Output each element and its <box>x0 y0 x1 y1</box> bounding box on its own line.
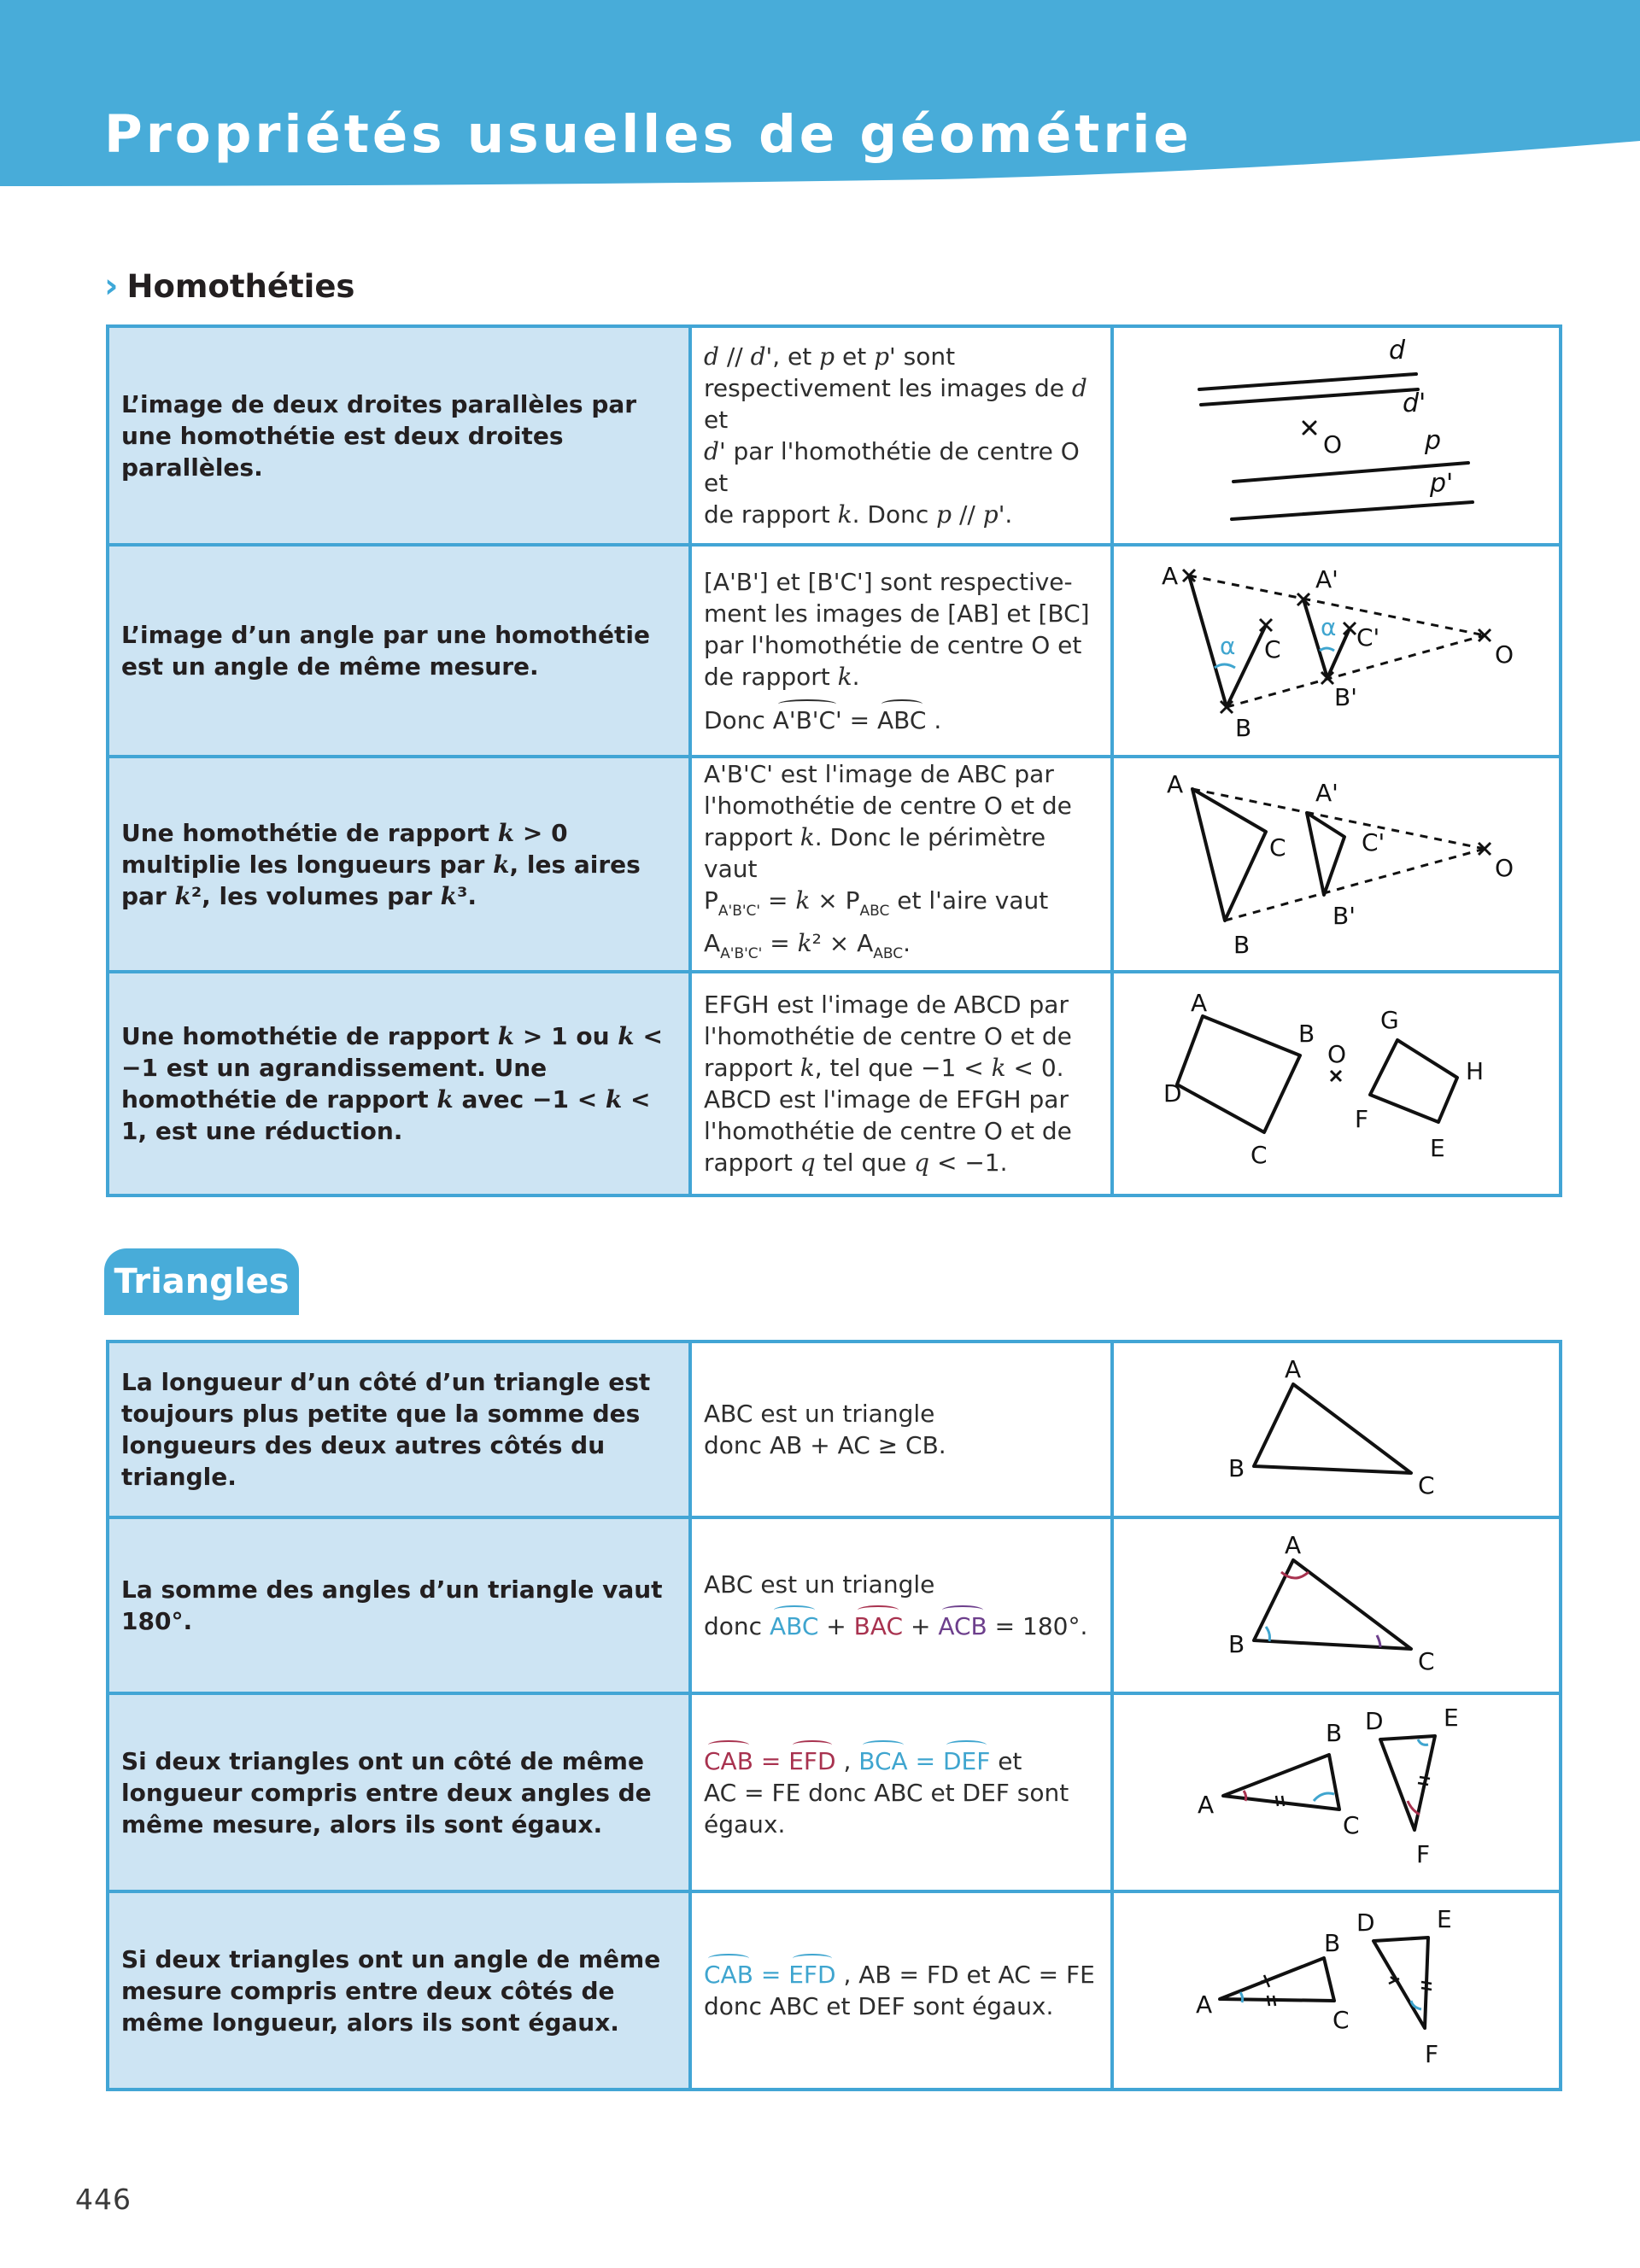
angle-homothety-figure <box>1114 547 1559 755</box>
triangle-abc <box>1220 1958 1334 2001</box>
figure-cell <box>1112 1693 1561 1891</box>
label-p: p <box>1425 426 1442 456</box>
label-a: A <box>1196 1990 1213 2019</box>
label-a: A <box>1285 1531 1302 1559</box>
label-o: O <box>1323 430 1343 459</box>
explanation-line: CAB = EFD , AB = FD et AC = FE <box>704 1961 1095 1989</box>
triangle-def <box>1374 1938 1428 2028</box>
table-row <box>108 757 1561 972</box>
angle-cab: CAB <box>704 1746 753 1775</box>
explanation-line: ABC est un triangle <box>704 1570 935 1599</box>
label-d: D <box>1163 1079 1182 1108</box>
triangle-abc <box>1254 1560 1411 1649</box>
table-row <box>108 545 1561 757</box>
explanation-cell: EFGH est l'image de ABCD par l'homothétie de centre O et de rapport k, tel que −1 < k < 0. ABCD est l'image de EFGH par l'homothétie de centre O et de rapport q tel que q < −1. <box>690 972 1112 1195</box>
explanation-cell: [A'B'] et [B'C'] sont respective- ment les images de [AB] et [BC] par l'homothétie de centre O et de rapport k. Donc A'B'C' = ABC . <box>690 545 1112 757</box>
label-b: B <box>1228 1630 1245 1658</box>
label-h: H <box>1466 1057 1485 1085</box>
label-c: C <box>1264 635 1281 663</box>
angle-sum-figure <box>1114 1519 1559 1692</box>
property-cell: L’image de deux droites parallèles par une homothétie est deux droites parallèles. <box>108 326 690 545</box>
angle-arc-c <box>1314 1793 1334 1801</box>
quadrilateral-abcd <box>1177 1016 1300 1132</box>
label-o: O <box>1495 640 1514 669</box>
section-tab-triangles: Triangles <box>104 1248 299 1315</box>
label-c: C <box>1418 1647 1435 1675</box>
angle-arc-e <box>1418 1739 1428 1745</box>
label-e: E <box>1437 1905 1452 1933</box>
triangle-abc <box>1223 1755 1339 1809</box>
explanation-line: donc AB + AC ≥ CB. <box>704 1431 946 1459</box>
label-c: C <box>1332 2006 1350 2034</box>
label-a: A <box>1198 1791 1215 1819</box>
triangle-def <box>1380 1736 1435 1830</box>
figure-cell <box>1112 1891 1561 2090</box>
angle-efd: EFD <box>788 1961 836 1989</box>
label-f: F <box>1355 1105 1369 1133</box>
table-row <box>108 1517 1561 1693</box>
section-heading-label: Homothéties <box>126 267 355 305</box>
explanation-line: égaux. <box>704 1809 786 1838</box>
center-o-cross-icon <box>1303 422 1315 434</box>
label-c: C <box>1343 1811 1360 1839</box>
triangle-abc <box>1192 789 1266 921</box>
asa-congruence-figure <box>1114 1695 1559 1890</box>
label-b: B <box>1233 931 1250 959</box>
label-c-prime: C' <box>1356 623 1380 652</box>
property-cell: Si deux triangles ont un angle de même mesure compris entre deux côtés de même longueur, alors ils sont égaux. <box>108 1891 690 2090</box>
homotheties-table <box>106 324 1562 1197</box>
property-cell: L’image d’un angle par une homothétie est un angle de même mesure. <box>108 545 690 757</box>
label-a: A <box>1162 562 1179 590</box>
explanation-cell: d // d', et p et p' sont respectivement les images de d et d' par l'homothétie de centre O et de rapport k. Donc p // p'. <box>690 326 1112 545</box>
property-cell: La longueur d’un côté d’un triangle est toujours plus petite que la somme des longueurs des deux autres côtés du triangle. <box>108 1342 690 1517</box>
angle-bca: BCA <box>858 1746 908 1775</box>
label-d-prime: d' <box>1403 389 1426 418</box>
label-alpha-prime: α <box>1321 613 1337 641</box>
angle-def: DEF <box>942 1746 991 1775</box>
triangles-table <box>106 1340 1562 2091</box>
explanation-cell <box>690 1891 1112 2090</box>
ray-a-o <box>1192 789 1485 849</box>
label-a: A <box>1285 1355 1302 1383</box>
title-banner <box>0 0 1640 188</box>
label-b: B <box>1298 1020 1315 1048</box>
quadrilateral-homothety-figure <box>1114 973 1559 1194</box>
label-d: d <box>1389 336 1406 365</box>
label-e: E <box>1430 1134 1445 1162</box>
label-alpha: α <box>1220 632 1236 660</box>
explanation-cell <box>690 1517 1112 1693</box>
label-f: F <box>1416 1840 1431 1868</box>
explanation-cell: A'B'C' est l'image de ABC par l'homothétie de centre O et de rapport k. Donc le périmètre vaut $P_{A'B'C'} = k \times P_{ABC}$ et l'aire vaut $A_{A'B'C'} = k^2 \times A_{ABC}$. <box>690 757 1112 972</box>
explanation-line: AC = FE donc ABC et DEF sont <box>704 1778 1069 1807</box>
label-a-prime: A' <box>1315 565 1338 593</box>
property-cell: La somme des angles d’un triangle vaut 180°. <box>108 1517 690 1693</box>
label-a-prime: A' <box>1315 779 1338 807</box>
label-p-prime: p' <box>1430 469 1454 499</box>
label-o: O <box>1327 1040 1347 1068</box>
label-b-prime: B' <box>1334 683 1357 711</box>
chevron-right-icon: › <box>104 266 119 306</box>
label-c-prime: C' <box>1362 828 1385 856</box>
figure-cell <box>1112 972 1561 1195</box>
figure-cell <box>1112 326 1561 545</box>
angle-bac: BAC <box>853 1612 904 1640</box>
triangle-a-prime-b-prime-c-prime <box>1307 813 1344 895</box>
table-row <box>108 1693 1561 1891</box>
explanation-cell <box>690 1342 1112 1517</box>
explanation-cell <box>690 1693 1112 1891</box>
explanation-line: ABC est un triangle <box>704 1400 935 1428</box>
property-cell: Si deux triangles ont un côté de même longueur compris entre deux angles de même mesure, alors ils sont égaux. <box>108 1693 690 1891</box>
figure-cell <box>1112 1342 1561 1517</box>
property-cell: Une homothétie de rapport k > 1 ou k < −1 est un agrandissement. Une homothétie de rapport k avec −1 < k < 1, est une réduction. <box>108 972 690 1195</box>
label-b: B <box>1228 1454 1245 1482</box>
table-row <box>108 1342 1561 1517</box>
section-heading-homotheties <box>104 265 354 307</box>
figure-cell <box>1112 545 1561 757</box>
label-d: D <box>1356 1909 1375 1937</box>
explanation-line: CAB = EFD , BCA = DEF et <box>704 1746 1022 1775</box>
label-c: C <box>1418 1471 1435 1499</box>
page-title: Propriétés usuelles de géométrie <box>104 104 1192 165</box>
label-f: F <box>1425 2040 1439 2068</box>
figure-cell <box>1112 1517 1561 1693</box>
sas-congruence-figure <box>1114 1893 1559 2088</box>
label-e: E <box>1444 1704 1459 1732</box>
angle-efd: EFD <box>788 1746 836 1775</box>
explanation-line: donc ABC et DEF sont égaux. <box>704 1992 1054 2020</box>
property-cell: Une homothétie de rapport k > 0 multiplie les longueurs par k, les aires par k², les volumes par k³. <box>108 757 690 972</box>
explanation-line: donc ABC + BAC + ACB = 180°. <box>704 1612 1088 1640</box>
line-p-prime <box>1232 502 1473 519</box>
label-o: O <box>1495 854 1514 882</box>
angle-arc-b-prime <box>1320 648 1334 651</box>
label-d: D <box>1365 1707 1384 1735</box>
label-b: B <box>1326 1719 1343 1747</box>
label-c: C <box>1250 1141 1268 1169</box>
label-a: A <box>1167 770 1184 798</box>
center-o-cross-icon <box>1331 1071 1341 1081</box>
line-d-prime <box>1201 389 1418 405</box>
angle-cab: CAB <box>704 1961 753 1989</box>
label-b: B <box>1324 1929 1341 1957</box>
label-c: C <box>1269 833 1286 862</box>
label-b: B <box>1235 714 1252 742</box>
triangle-inequality-figure <box>1114 1343 1559 1516</box>
angle-acb: ACB <box>938 1612 987 1640</box>
table-row <box>108 326 1561 545</box>
page-number: 446 <box>75 2183 132 2216</box>
angle-arc-b <box>1215 664 1235 668</box>
figure-cell <box>1112 757 1561 972</box>
parallel-lines-figure <box>1114 328 1559 543</box>
quadrilateral-efgh <box>1370 1040 1457 1122</box>
table-row <box>108 972 1561 1195</box>
triangle-abc <box>1254 1384 1411 1473</box>
label-a: A <box>1191 989 1208 1017</box>
table-row <box>108 1891 1561 2090</box>
triangle-homothety-figure <box>1114 760 1559 968</box>
angle-arc-b <box>1266 1627 1270 1641</box>
label-g: G <box>1380 1006 1399 1034</box>
label-b-prime: B' <box>1332 902 1356 930</box>
line-d <box>1199 374 1416 389</box>
angle-abc: ABC <box>769 1612 819 1640</box>
